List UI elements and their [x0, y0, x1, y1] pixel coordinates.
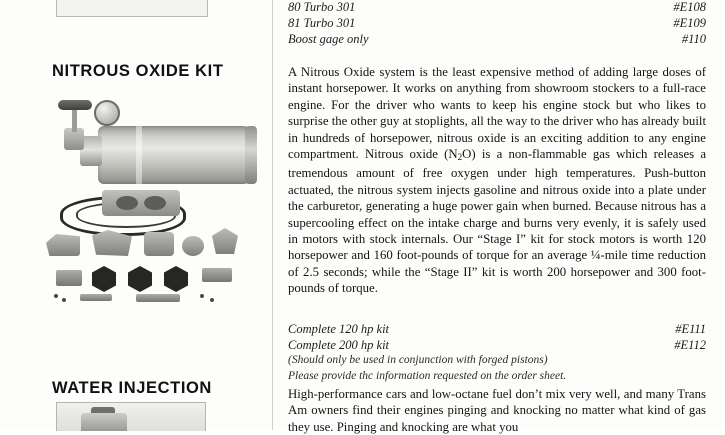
page-title-nitrous-oxide-kit: NITROUS OXIDE KIT [52, 62, 224, 80]
valve-knob [58, 100, 92, 110]
tube-part [136, 294, 180, 302]
price-list-turbo [288, 0, 706, 48]
nut-part [128, 266, 152, 292]
body-text-water-injection [288, 386, 706, 435]
water-injection-kit-photo [56, 402, 206, 431]
nut-part [164, 266, 188, 292]
nitrous-bottle [98, 126, 253, 184]
bottle-highlight [136, 126, 142, 184]
nut-part [92, 266, 116, 292]
small-fitting-part [202, 268, 232, 282]
price-item-code: #E109 [673, 16, 706, 30]
price-row [288, 16, 706, 32]
price-item-code: #110 [681, 32, 706, 46]
paragraph-text: A Nitrous Oxide system is the least expensive method of adding large doses of instant horsepower. It works on anything from showroom stockers to a full-race engine. For the driver who wants to keep his engine stock but who likes to surprise the other guy at stoplights, all the way to the driver who has already built in hundreds of horsepower, nitrous oxide is an exciting addition to any engine compartment. [288, 65, 706, 162]
right-column [288, 0, 708, 434]
hardware-dot [200, 294, 204, 298]
hardware-dot [62, 298, 66, 302]
price-item-code: #E112 [674, 338, 706, 352]
left-column [0, 0, 272, 430]
paragraph-text-post-sub: O) is a non-flammable gas which releases a tremendous amount of free oxygen under high temperatures. Push-button actuated, the nitrous system injects gasoline and nitrous oxide into a plate under the carburetor, generating a huge power gain when burned. Because nitrous has a supercooling effect on the intake charge and burns very evenly, it is safely used in motors with stock internals. Our “Stage I” kit for stock motors is worth 120 horsepower and 160 foot-pounds of torque for an average ¼-mile time reduction of 2.5 seconds; while the “Stage II” kit is worth 200 horsepower and 300 foot-pounds of torque. [288, 147, 707, 296]
bracket-part [46, 234, 80, 256]
small-fitting-part [56, 270, 82, 286]
price-item-code: #E108 [673, 0, 706, 14]
price-row [288, 0, 706, 16]
price-item-name: Boost gage only [288, 32, 369, 46]
price-row [288, 32, 706, 48]
price-row [288, 338, 706, 354]
paragraph-water-intro: High-performance cars and low-octane fuel don’t mix very well, and many Trans Am owners find their engines pinging and knocking no matter what kind of gas they use. Pinging and knocking are what you [288, 387, 706, 434]
price-item-name: Complete 120 hp kit [288, 322, 390, 336]
hardware-dot [54, 294, 58, 298]
price-note: Please provide thc information requested on the order sheet. [288, 370, 567, 382]
price-item-name: 81 Turbo 301 [288, 16, 356, 30]
price-note: (Should only be used in conjunction with forged pistons) [288, 354, 548, 366]
hardware-dot [210, 298, 214, 302]
paragraph-text-pre-sub: Nitrous oxide (N [364, 147, 458, 162]
body-text-nitrous-oxide [288, 64, 706, 297]
price-item-code: #E111 [675, 322, 706, 336]
washer-part [182, 236, 204, 256]
page-title-water-injection: WATER INJECTION [52, 379, 212, 397]
carburetor-plate [102, 190, 180, 216]
fitting-part [212, 228, 238, 254]
water-bottle [81, 413, 127, 431]
chemical-subscript: 2 [457, 152, 463, 163]
price-item-name: 80 Turbo 301 [288, 0, 356, 14]
tube-part [80, 294, 112, 301]
price-item-name: Complete 200 hp kit [288, 338, 390, 352]
price-row [288, 322, 706, 338]
price-list-nitrous [288, 322, 706, 386]
column-divider [272, 0, 273, 430]
block-part [144, 232, 174, 256]
nitrous-oxide-kit-photo [40, 98, 255, 298]
pressure-gauge-icon [94, 100, 120, 126]
paragraph-nitrous-intro [288, 64, 706, 297]
